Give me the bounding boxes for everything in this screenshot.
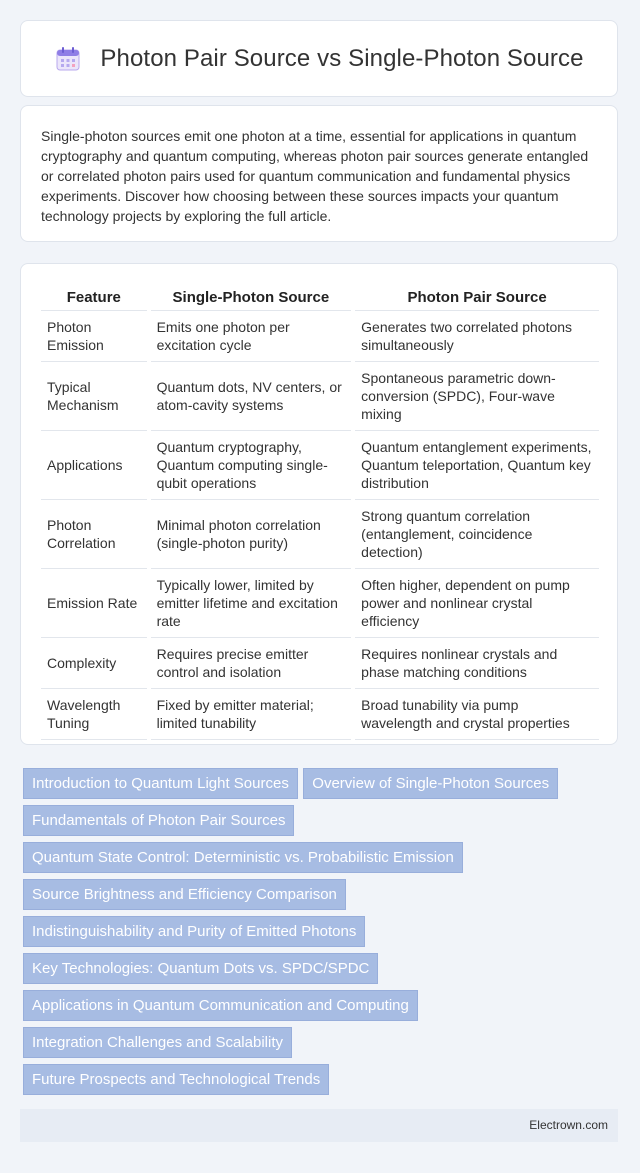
intro-card [20, 105, 618, 242]
table-row [41, 500, 599, 569]
table-cell-feature: Typical Mechanism [41, 362, 149, 431]
table-cell-single: Fixed by emitter material; limited tunability [149, 689, 354, 740]
table-cell-pair: Strong quantum correlation (entanglement, coincidence detection) [353, 500, 599, 569]
table-cell-single: Requires precise emitter control and isolation [149, 638, 354, 689]
table-header-photon-pair: Photon Pair Source [353, 284, 599, 311]
topic-link[interactable]: Source Brightness and Efficiency Comparison [23, 879, 346, 910]
table-cell-single: Typically lower, limited by emitter lifetime and excitation rate [149, 569, 354, 638]
table-cell-single: Quantum dots, NV centers, or atom-cavity systems [149, 362, 354, 431]
topic-link[interactable]: Introduction to Quantum Light Sources [23, 768, 298, 799]
table-header-single-photon: Single-Photon Source [149, 284, 354, 311]
table-row [41, 311, 599, 362]
comparison-table-card [20, 263, 618, 745]
table-cell-feature: Applications [41, 431, 149, 500]
table-cell-pair: Requires nonlinear crystals and phase matching conditions [353, 638, 599, 689]
table-cell-feature: Emission Rate [41, 569, 149, 638]
table-cell-feature: Wavelength Tuning [41, 689, 149, 740]
table-cell-single: Minimal photon correlation (single-photon purity) [149, 500, 354, 569]
related-topics [23, 768, 623, 1101]
table-cell-single: Quantum cryptography, Quantum computing single-qubit operations [149, 431, 354, 500]
page-title: Photon Pair Source vs Single-Photon Source [100, 44, 584, 72]
table-row [41, 362, 599, 431]
table-cell-pair: Quantum entanglement experiments, Quantum teleportation, Quantum key distribution [353, 431, 599, 500]
footer [20, 1109, 618, 1142]
table-row [41, 638, 599, 689]
header-card [20, 20, 618, 97]
table-row [41, 569, 599, 638]
table-cell-feature: Photon Correlation [41, 500, 149, 569]
topic-link[interactable]: Key Technologies: Quantum Dots vs. SPDC/SPDC [23, 953, 378, 984]
footer-site-link[interactable]: Electrown.com [529, 1118, 608, 1132]
topic-link[interactable]: Quantum State Control: Deterministic vs. Probabilistic Emission [23, 842, 463, 873]
table-cell-pair: Spontaneous parametric down-conversion (SPDC), Four-wave mixing [353, 362, 599, 431]
table-cell-pair: Often higher, dependent on pump power and nonlinear crystal efficiency [353, 569, 599, 638]
topic-link[interactable]: Indistinguishability and Purity of Emitted Photons [23, 916, 365, 947]
topic-link[interactable]: Overview of Single-Photon Sources [303, 768, 558, 799]
calendar-icon [54, 45, 82, 73]
topic-link[interactable]: Future Prospects and Technological Trends [23, 1064, 329, 1095]
table-row [41, 689, 599, 740]
topic-link[interactable]: Applications in Quantum Communication and Computing [23, 990, 418, 1021]
table-row [41, 431, 599, 500]
table-cell-feature: Complexity [41, 638, 149, 689]
intro-text: Single-photon sources emit one photon at a time, essential for applications in quantum cryptography and quantum computing, whereas photon pair sources generate entangled or correlated photon pairs used for quantum communication and fundamental physics experiments. Discover how choosing between these sources impacts your quantum technology projects by exploring the full article. [41, 128, 589, 224]
comparison-table [41, 284, 599, 740]
table-header-row [41, 284, 599, 311]
table-cell-single: Emits one photon per excitation cycle [149, 311, 354, 362]
table-header-feature: Feature [41, 284, 149, 311]
topic-link[interactable]: Integration Challenges and Scalability [23, 1027, 292, 1058]
table-cell-pair: Generates two correlated photons simultaneously [353, 311, 599, 362]
table-cell-pair: Broad tunability via pump wavelength and crystal properties [353, 689, 599, 740]
topic-link[interactable]: Fundamentals of Photon Pair Sources [23, 805, 294, 836]
table-cell-feature: Photon Emission [41, 311, 149, 362]
